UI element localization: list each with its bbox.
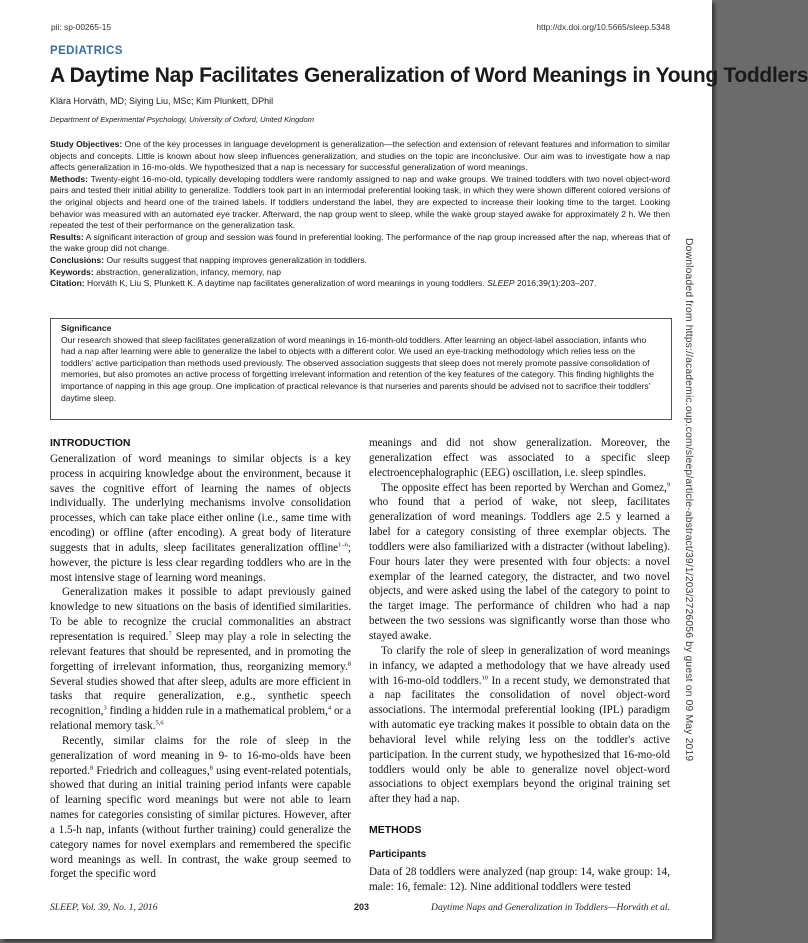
download-watermark — [682, 238, 696, 762]
body-paragraph: Generalization makes it possible to adapt previously gained knowledge to new situations on the basis of identified similarities. To be able to recognize the crucial commonalities an abstract representation is required.$^7$ Sleep may play a role in selecting the relevant features that should be represented, and in promoting the forgetting of irrelevant information, thus, reorganizing memory.$^8$ Several studies showed that after sleep, adults are more efficient in tasks that require generalization, e.g., synthetic speech recognition,$^3$ finding a hidden rule in a mathematical problem,$^4$ or a relational memory task.$^{5,6}$ — [50, 586, 352, 733]
abstract-conclusions: Conclusions: Our results suggest that napping improves generalization in toddlers. — [50, 254, 367, 265]
abstract-results: Results: A significant interaction of group and session was found in preferential looking. The performance of the nap group increased after the nap, whereas that of the wake group did not change. — [50, 231, 670, 254]
participants-heading: Participants — [369, 848, 427, 860]
body-column-left — [50, 436, 351, 882]
methods-heading: METHODS — [369, 824, 422, 837]
affiliation: Department of Experimental Psychology, University of Oxford, United Kingdom — [50, 115, 315, 124]
significance-title: Significance — [61, 323, 112, 333]
abstract-methods: Methods: Twenty-eight 16-mo-old, typically developing toddlers were randomly assigned to nap and wake groups. We trained toddlers with two novel object-word pairs and tested their initial ability to generalize. Toddlers took part in an intermodal preferential looking task, in which they were shown different colored versions of the original objects and heard one of the trained labels. If toddlers understand the label, they are expected to increase their looking time to the target. Looking behavior was measured with an automated eye tracker. Afterward, the nap group went to sleep, while the wake group stayed awake for approximately 2 h. We then repeated the test of their performance on the generalization task. — [50, 173, 670, 231]
significance-text: Our research showed that sleep facilitates generalization of word meanings in 16-month-old toddlers. After learning an object-label association, infants who had a nap after learning were able to generalize the label to objects with a different color. We used an eye-tracking methodology which relies less on the toddlers' active participation than methods used previously. The observed association suggests that sleep does not merely promote passive consolidation of memories, but also promotes an active process of forgetting irrelevant information and retention of the key features of the category. This finding highlights the importance of napping in this age group. One implication of practical relevance is that nurseries and parents should be advised not to sacrifice their toddlers' daytime sleep. — [61, 334, 655, 403]
footer-journal: SLEEP, Vol. 39, No. 1, 2016 — [50, 902, 158, 913]
article-title: A Daytime Nap Facilitates Generalization of Word Meanings in Young Toddlers — [50, 64, 808, 87]
abstract-objectives: Study Objectives: One of the key processes in language development is generalization—the selection and extension of relevant features and information to similar objects and concepts. Little is known about how sleep influences generalization, and studies on the topic are inconclusive. Our aim was to investigate how a nap affects generalization in 16-mo-olds. We hypothesized that a nap is necessary for successful generalization of word meanings. — [50, 139, 670, 173]
body-paragraph: To clarify the role of sleep in generalization of word meanings in infancy, we adapted a methodology that we have already used with 16-mo-old toddlers.$^{10}$ In a recent study, we demonstrated that a nap facilitates the consolidation of novel object-word associations. The intermodal preferential looking (IPL) paradigm with automatic eye tracking makes it possible to obtain data on the behavioral level while relying less on the toddler's active participation. In the current study, we hypothesized that 16-mo-old toddlers would only be able to generalize novel object-word associations to object exemplars beyond the original training set after they had a nap. — [369, 644, 670, 806]
abstract — [50, 139, 670, 290]
running-title: Daytime Naps and Generalization in Toddlers—Horváth et al. — [431, 902, 670, 913]
body-paragraph: Generalization of word meanings to similar objects is a key process in acquiring knowledge about the environment, because it saves the cognitive effort of learning the names of objects individually. The underlying mechanisms involve consolidation processes, which can take place either online (i.e., same time with encoding) or offline (after encoding). A great body of literature suggests that in adults, sleep facilitates generalization offline$^{1-6}$; however, the picture is less clear regarding toddlers who are in the most intensive stage of learning word meanings. — [50, 452, 351, 584]
page-number: 203 — [354, 902, 370, 912]
abstract-citation: Citation: Horváth K, Liu S, Plunkett K. A daytime nap facilitates generalization of word meanings in young toddlers. SLEEP 2016;39(1):203–207. — [50, 278, 597, 289]
doi-link[interactable]: http://dx.doi.org/10.5665/sleep.5348 — [536, 22, 670, 32]
significance-box — [50, 318, 672, 420]
body-column-right — [369, 436, 670, 894]
watermark-text: Downloaded from https://academic.oup.com/sleep/article-abstract/39/1/203/2726056 by guest on 09 May 2019 — [683, 238, 694, 762]
abstract-keywords: Keywords: abstraction, generalization, infancy, memory, nap — [50, 266, 282, 277]
author-list: Klára Horváth, MD; Siying Liu, MSc; Kim Plunkett, DPhil — [50, 96, 274, 106]
body-paragraph: Recently, similar claims for the role of sleep in the generalization of word meaning in 9- to 16-mo-olds have been reported.$^8$ Friedrich and colleagues,$^8$ using event-related potentials, showed that during an initial training period infants were capable of learning specific word meanings but were not able to learn names for categories consisting of similar pictures. However, after a 1.5-h nap, infants (without further training) could generalize the category names for novel exemplars and remembered the specific word meanings as well. In contrast, the wake group seemed to forget the specific word — [50, 734, 351, 881]
body-paragraph: meanings and did not show generalization. Moreover, the generalization effect was associated to a specific sleep electroencephalographic (EEG) oscillation, i.e. sleep spindles. — [369, 437, 670, 479]
body-paragraph: Data of 28 toddlers were analyzed (nap group: 14, wake group: 14, male: 16, female: 12). Nine additional toddlers were tested — [369, 865, 670, 893]
section-label: PEDIATRICS — [50, 45, 123, 57]
pii-label: pii: sp-00265-15 — [51, 22, 112, 32]
body-paragraph: The opposite effect has been reported by Werchan and Gomez,$^9$ who found that a period of wake, not sleep, facilitates generalization of word meanings. Toddlers age 2.5 y learned a label for a category consisting of three exemplar objects. The toddlers were also familiarized with a distracter (without labeling). Four hours later they were presented with four objects: a novel exemplar of the learned category, the distracter, and two novel objects, and were asked using the label of the category to point to the target image. The performance of children who had a nap between the two sessions was significantly worse than those who stayed awake. — [369, 480, 670, 642]
introduction-heading: INTRODUCTION — [50, 437, 131, 449]
